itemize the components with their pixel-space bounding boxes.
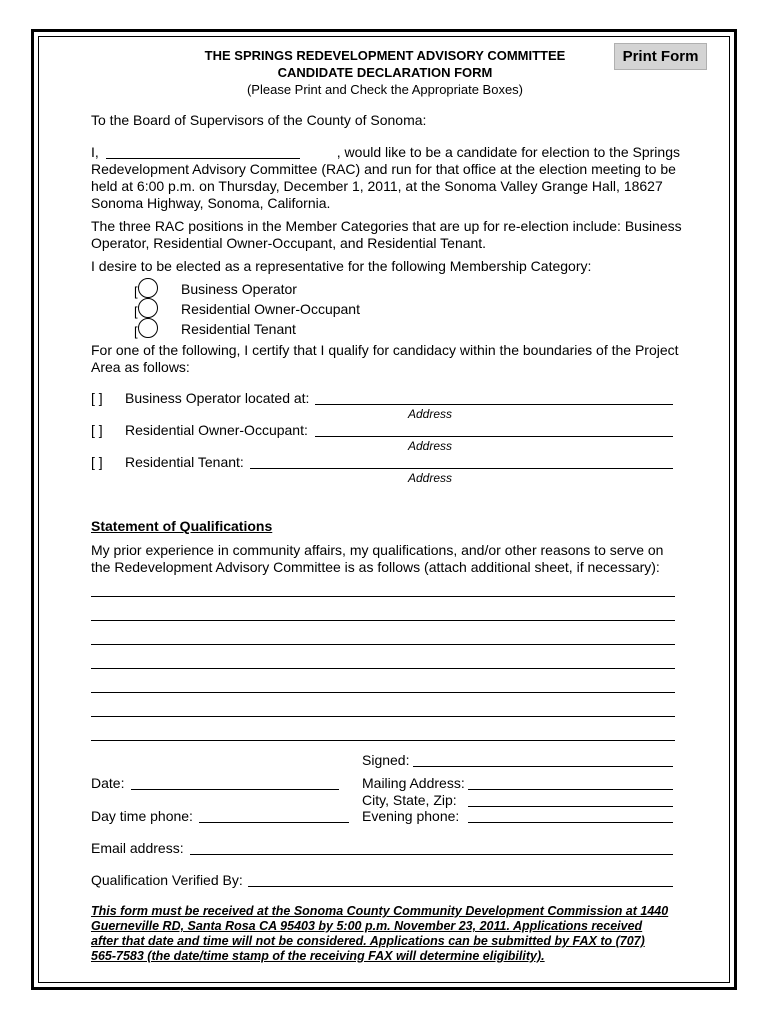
date-field[interactable] [131, 789, 339, 790]
bracket-mark: [ [134, 284, 138, 299]
salutation: To the Board of Supervisors of the County of Sonoma: [91, 112, 427, 128]
verified-by-label: Qualification Verified By: [91, 872, 243, 888]
city-state-zip-field[interactable] [468, 806, 673, 807]
address-hint: Address [408, 439, 453, 453]
email-field[interactable] [190, 854, 673, 855]
positions-line2: Operator, Residential Owner-Occupant, and Residential Tenant. [91, 235, 487, 251]
declaration-prefix: I, [91, 144, 99, 160]
business-address-field[interactable] [315, 404, 673, 405]
mailing-address-label: Mailing Address: [362, 775, 465, 791]
candidate-name-field[interactable] [106, 158, 300, 159]
radio-residential-tenant[interactable] [138, 318, 158, 338]
notice-line1: This form must be received at the Sonoma County Community Development Commission at 1440 [91, 904, 669, 918]
verified-by-field[interactable] [248, 886, 673, 887]
signed-label: Signed: [362, 752, 410, 768]
residential-owner-label: Residential Owner-Occupant: [125, 422, 308, 438]
notice-line3: after that date and time will not be considered. Applications can be submitted by FAX to (707) [91, 934, 645, 948]
notice-line4: 565-7583 (the date/time stamp of the receiving FAX will determine eligibility). [91, 949, 545, 963]
city-state-zip-label: City, State, Zip: [362, 792, 457, 808]
declaration-line2: Redevelopment Advisory Committee (RAC) and run for that office at the election meeting to be [91, 161, 676, 177]
declaration-line4: Sonoma Highway, Sonoma, California. [91, 195, 331, 211]
radio-business-operator[interactable] [138, 278, 158, 298]
checkbox-residential-owner[interactable]: [ ] [91, 422, 103, 438]
form-instructions: (Please Print and Check the Appropriate Boxes) [246, 82, 524, 97]
address-hint: Address [408, 471, 453, 485]
owner-address-field[interactable] [315, 436, 673, 437]
certify-line1: For one of the following, I certify that I qualify for candidacy within the boundaries of the Project [91, 342, 679, 358]
declaration-line1: , would like to be a candidate for election to the Springs [336, 144, 680, 160]
date-label: Date: [91, 775, 125, 791]
qualifications-line[interactable] [91, 740, 675, 741]
checkbox-residential-tenant[interactable]: [ ] [91, 454, 103, 470]
address-hint: Address [408, 407, 453, 421]
category-business-operator: Business Operator [181, 281, 297, 297]
qualifications-line[interactable] [91, 668, 675, 669]
qualifications-line[interactable] [91, 716, 675, 717]
qualifications-line2: the Redevelopment Advisory Committee is as follows (attach additional sheet, if necessary): [91, 559, 660, 575]
radio-residential-owner[interactable] [138, 298, 158, 318]
form-subtitle: CANDIDATE DECLARATION FORM [277, 65, 493, 80]
residential-tenant-label: Residential Tenant: [125, 454, 244, 470]
notice-line2: Guerneville RD, Santa Rosa CA 95403 by 5:00 p.m. November 23, 2011. Applications received [91, 919, 643, 933]
bracket-mark: [ [134, 304, 138, 319]
qualifications-line[interactable] [91, 692, 675, 693]
category-residential-owner: Residential Owner-Occupant [181, 301, 360, 317]
category-residential-tenant: Residential Tenant [181, 321, 296, 337]
qualifications-line[interactable] [91, 644, 675, 645]
signature-field[interactable] [413, 766, 673, 767]
desire-text: I desire to be elected as a representative for the following Membership Category: [91, 258, 592, 274]
qualifications-heading: Statement of Qualifications [91, 518, 273, 534]
qualifications-line[interactable] [91, 596, 675, 597]
evening-phone-label: Evening phone: [362, 808, 460, 824]
email-label: Email address: [91, 840, 184, 856]
checkbox-business-operator[interactable]: [ ] [91, 390, 103, 406]
business-operator-label: Business Operator located at: [125, 390, 310, 406]
declaration-line3: held at 6:00 p.m. on Thursday, December 1, 2011, at the Sonoma Valley Grange Hall, 18627 [91, 178, 663, 194]
form-title: THE SPRINGS REDEVELOPMENT ADVISORY COMMITTEE [204, 48, 566, 63]
bracket-mark: [ [134, 324, 138, 339]
print-form-button[interactable]: Print Form [614, 43, 707, 70]
mailing-address-field[interactable] [468, 789, 673, 790]
positions-line1: The three RAC positions in the Member Categories that are up for re-election include: Business [91, 218, 682, 234]
qualifications-line[interactable] [91, 620, 675, 621]
evening-phone-field[interactable] [468, 822, 673, 823]
day-phone-field[interactable] [199, 822, 349, 823]
day-phone-label: Day time phone: [91, 808, 193, 824]
qualifications-line1: My prior experience in community affairs, my qualifications, and/or other reasons to serve on [91, 542, 664, 558]
certify-line2: Area as follows: [91, 359, 190, 375]
tenant-address-field[interactable] [250, 468, 673, 469]
